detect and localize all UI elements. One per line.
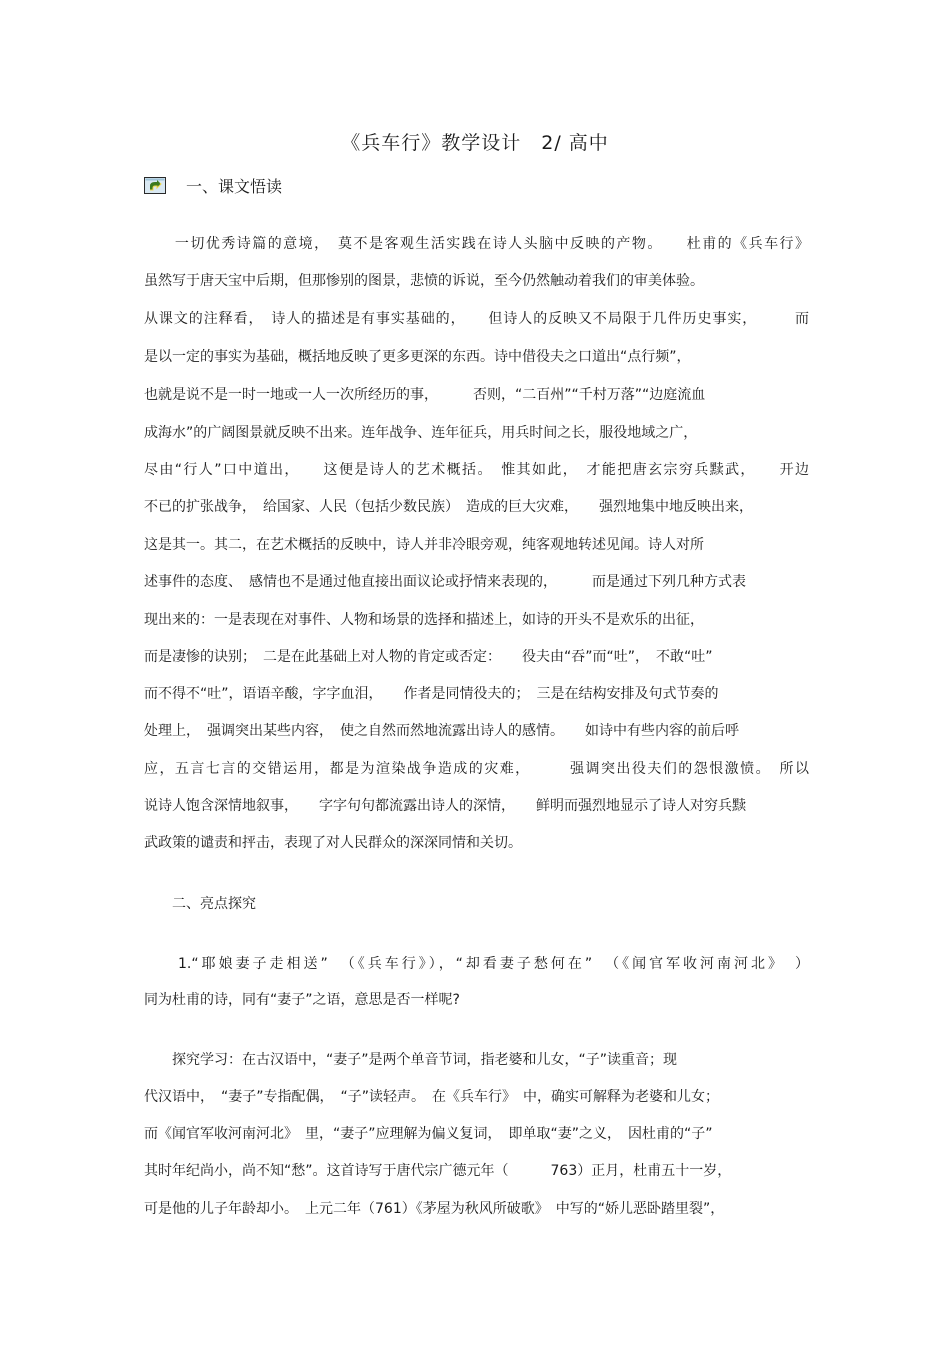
paragraph1-line: 而不得不“吐”，语语辛酸，字字血泪， 作者是同情役夫的； 三是在结构安排及句式节奏的 (144, 686, 719, 702)
section-heading-text: 一、课文悟读 (186, 176, 283, 196)
paragraph1-line: 现出来的：一是表现在对事件、人物和场景的选择和描述上，如诗的开头不是欢乐的出征， (144, 612, 704, 628)
paragraph1-line: 成海水”的广阔图景就反映不出来。连年战争、连年征兵，用兵时间之长，服役地域之广， (144, 425, 698, 441)
paragraph1-line: 这是其一。其二，在艺术概括的反映中，诗人并非冷眼旁观，纯客观地转述见闻。诗人对所 (144, 537, 704, 553)
paragraph1-line: 也就是说不是一时一地或一人一次所经历的事， 否则，“二百州”“千村万落”“边庭流血 (144, 387, 706, 403)
paragraph1-line: 武政策的谴责和抨击，表现了对人民群众的深深同情和关切。 (144, 835, 522, 851)
paragraph1-line: 应，五言七言的交错运用，都是为渲染战争造成的灾难， 强调突出役夫们的怨恨激愤。 所以 (144, 761, 809, 777)
paragraph2-line: 探究学习：在古汉语中，“妻子”是两个单音节词，指老婆和儿女，“子”读重音；现 (144, 1052, 678, 1068)
paragraph1-line: 一切优秀诗篇的意境， 莫不是客观生活实践在诗人头脑中反映的产物。 杜甫的《兵车行》 (144, 236, 809, 252)
paragraph1-line: 而是凄惨的诀别； 二是在此基础上对人物的肯定或否定： 役夫由“吞”而“吐”， 不敢“吐” (144, 649, 713, 665)
paragraph1-line: 说诗人饱含深情地叙事， 字字句句都流露出诗人的深情， 鲜明而强烈地显示了诗人对穷兵黩 (144, 798, 746, 814)
paragraph1-line: 不已的扩张战争， 给国家、人民（包括少数民族） 造成的巨大灾难， 强烈地集中地反映出来， (144, 499, 753, 515)
paragraph2-line: 其时年纪尚小，尚不知“愁”。这首诗写于唐代宗广德元年（ 763）正月，杜甫五十一岁， (144, 1163, 732, 1179)
paragraph2-line: 代汉语中， “妻子”专指配偶， “子”读轻声。 在《兵车行》 中，确实可解释为老婆和儿女； (144, 1089, 720, 1105)
paragraph1-line: 尽由“行人”口中道出， 这便是诗人的艺术概括。 惟其如此， 才能把唐玄宗穷兵黩武， 开边 (144, 462, 809, 478)
section-heading-1 (144, 172, 282, 198)
question1-line: 1.“耶娘妻子走相送” （《兵车行》），“却看妻子愁何在” （《闻官军收河南河北》 ） (144, 956, 809, 972)
paragraph1-line: 虽然写于唐天宝中后期，但那惨别的图景，悲愤的诉说，至今仍然触动着我们的审美体验。 (144, 273, 704, 289)
paragraph2-line: 可是他的儿子年龄却小。 上元二年（761）《茅屋为秋风所破歌》 中写的“娇儿恶卧踏里裂”， (144, 1201, 725, 1217)
paragraph1-line: 是以一定的事实为基础，概括地反映了更多更深的东西。诗中借役夫之口道出“点行频”， (144, 349, 691, 365)
question1-line: 同为杜甫的诗，同有“妻子”之语，意思是否一样呢? (144, 992, 460, 1008)
paragraph1-line: 处理上， 强调突出某些内容， 使之自然而然地流露出诗人的感情。 如诗中有些内容的前后呼 (144, 723, 739, 739)
section-bullet-icon (144, 177, 166, 194)
paragraph1-line: 从课文的注释看， 诗人的描述是有事实基础的， 但诗人的反映又不局限于几件历史事实， 而 (144, 311, 809, 327)
section-heading-2: 二、亮点探究 (144, 896, 256, 912)
paragraph1-line: 述事件的态度、 感情也不是通过他直接出面议论或抒情来表现的， 而是通过下列几种方式表 (144, 574, 746, 590)
page-title: 《兵车行》教学设计 2/ 高中 (341, 132, 609, 154)
paragraph2-line: 而《闻官军收河南河北》 里，“妻子”应理解为偏义复词， 即单取“妻”之义， 因杜甫的“子” (144, 1126, 713, 1142)
